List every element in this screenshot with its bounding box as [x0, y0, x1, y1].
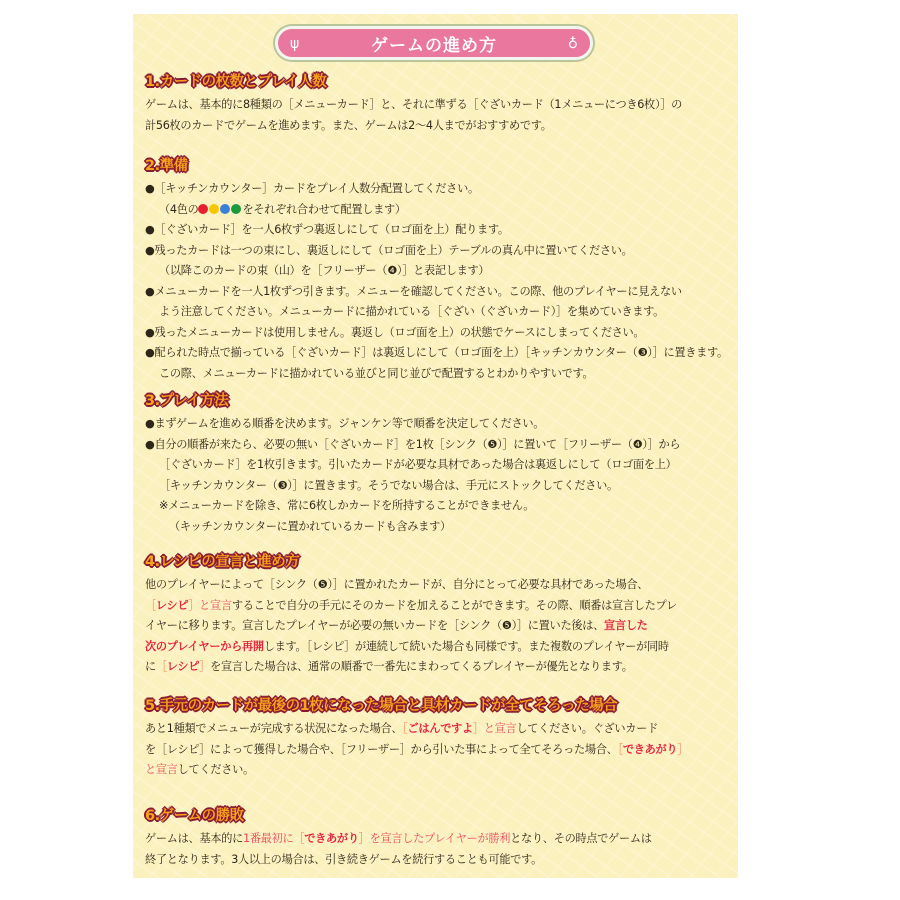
section-heading: 6.ゲームの勝敗 — [145, 808, 244, 824]
section-win-lose — [145, 804, 730, 870]
paragraph-line: ゲームは、基本的に1番最初に［できあがり］を宣言したプレイヤーが勝利となり、その時点でゲームは — [145, 832, 652, 845]
bullet-item: ●残ったカードは一つの束にし、裏返しにして（ロゴ面を上）テーブルの真ん中に置いてください。 — [145, 243, 633, 257]
green-dot-icon — [231, 204, 241, 214]
recipe-keyword: レシピ — [155, 598, 189, 612]
section-heading: 3.プレイ方法 — [145, 393, 229, 409]
fork-icon: ψ — [290, 36, 300, 52]
bullet-continuation: ［ぐざいカード］を1枚引きます。引いたカードが必要な具材であった場合は裏返しにして（ロゴ面を上） — [159, 458, 677, 471]
bullet-item: ●［キッチンカウンター］カードをプレイ人数分配置してください。 — [145, 182, 479, 195]
section-heading: 5.手元のカードが最後の1枚になった場合と具材カードが全てそろった場合 — [145, 698, 618, 714]
bullet-item: ●［ぐざいカード］を一人6枚ずつ裏返しにして（ロゴ面を上）配ります。 — [145, 223, 509, 236]
bullet-note: ※メニューカードを除き、常に6枚しかカードを所持することができません。 — [159, 499, 535, 512]
bullet-item: ●まずゲームを進める順番を決めます。ジャンケン等で順番を決定してください。 — [145, 417, 545, 430]
paragraph-line: 他のプレイヤーによって［シンク（❺）］に置かれたカードが、自分にとって必要な具材であった場合、 — [145, 578, 649, 591]
section-last-card — [145, 694, 730, 781]
paragraph-line: ゲームは、基本的に8種類の［メニューカード］と、それに準ずる［ぐざいカード（1メニューにつき6枚）］の — [145, 98, 683, 111]
color-dots-line: （4色の をそれぞれ合わせて配置します） — [159, 202, 406, 216]
whisk-icon: ♁ — [567, 36, 578, 52]
paragraph-line: イヤーに移ります。宣言したプレイヤーが必要の無いカードを［シンク（❺）］に置いた後は、宣言した — [145, 619, 648, 632]
section-heading: 2.準備 — [145, 158, 188, 174]
blue-dot-icon — [220, 204, 230, 214]
bullet-continuation: ［キッチンカウンター（❸）］に置きます。そうでない場合は、手元にストックしてください。 — [159, 478, 618, 492]
red-dot-icon — [198, 204, 208, 214]
bullet-note: （キッチンカウンターに置かれているカードも含みます） — [169, 519, 451, 533]
section-play-method — [145, 389, 730, 537]
paragraph-line: 終了となります。3人以上の場合は、引き続きゲームを続行することも可能です。 — [145, 852, 542, 866]
section-heading: 4.レシピの宣言と進め方 — [145, 554, 300, 570]
bullet-continuation: この際、メニューカードに描かれている並びと同じ並びで配置するとわかりやすいです。 — [159, 366, 594, 380]
yellow-dot-icon — [209, 204, 219, 214]
paragraph-line: に［レシピ］を宣言した場合は、通常の順番で一番先にまわってくるプレイヤーが優先となります。 — [145, 660, 633, 673]
recipe-keyword: レシピ — [166, 660, 200, 673]
paragraph-line: あと1種類でメニューが完成する状況になった場合、［ごはんですよ］と宣言してください。ぐざいカード — [145, 722, 658, 735]
paragraph-line: と宣言してください。 — [145, 763, 254, 776]
dekiagari-keyword: できあがり — [622, 742, 678, 756]
title-banner — [275, 26, 593, 60]
section-preparation — [145, 154, 730, 384]
bullet-note: （以降このカードの束（山）を［フリーザー（❹）］と表記します） — [159, 264, 490, 277]
section-recipe-declaration — [145, 550, 730, 678]
bullet-item: ●残ったメニューカードは使用しません。裏返し（ロゴ面を上）の状態でケースにしまってください。 — [145, 325, 645, 339]
gohan-desuyo-keyword: ごはんですよ — [407, 722, 473, 735]
paragraph-line: 計56枚のカードでゲームを進めます。また、ゲームは2～4人までがおすすめです。 — [145, 118, 552, 132]
bullet-item: ●メニューカードを一人1枚ずつ引きます。メニューを確認してください。この際、他のプレイヤーに見えない — [145, 284, 682, 298]
paragraph-line: ［レシピ］と宣言することで自分の手元にそのカードを加えることができます。その際、順番は宣言したプレ — [145, 598, 677, 612]
bullet-item: ●配られた時点で揃っている［ぐざいカード］は裏返しにして（ロゴ面を上）［キッチンカウンター（❸）］に置きます。 — [145, 346, 728, 359]
section-heading: 1.カードの枚数とプレイ人数 — [145, 74, 327, 90]
rules-page — [133, 14, 738, 878]
paragraph-line: を［レシピ］によって獲得した場合や、［フリーザー］から引いた事によって全てそろった場合、［できあがり］ — [145, 742, 689, 756]
bullet-item: ●自分の順番が来たら、必要の無い［ぐざいカード］を1枚［シンク（❺）］に置いて［フリーザー（❹）］から — [145, 437, 681, 451]
page-title: ゲームの進め方 — [371, 35, 497, 56]
bullet-continuation: よう注意してください。メニューカードに描かれている［ぐざい（ぐざいカード）］を集めていきます。 — [159, 305, 664, 318]
dekiagari-keyword: できあがり — [304, 832, 359, 845]
paragraph-line: 次のプレイヤーから再開します。［レシピ］が連続して続いた場合も同様です。また複数のプレイヤーが同時 — [145, 639, 669, 653]
section-card-count — [145, 70, 730, 136]
